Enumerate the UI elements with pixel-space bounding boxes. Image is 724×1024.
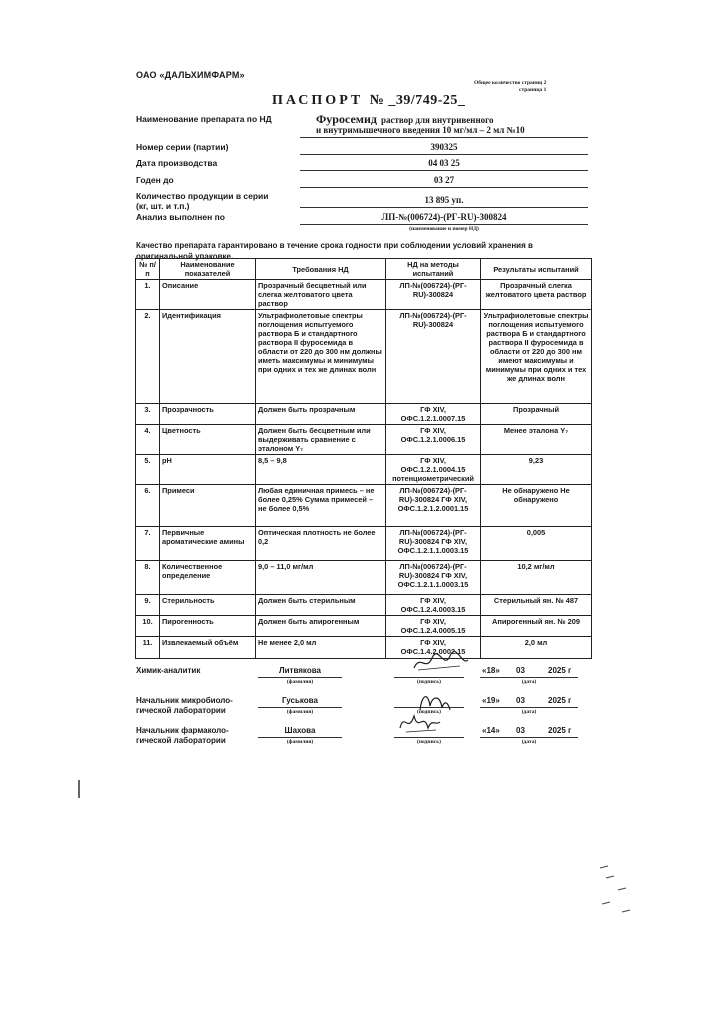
title-number: № _39/749-25_ xyxy=(369,93,466,108)
row-requirement: Оптическая плотность не более 0,2 xyxy=(256,527,386,561)
row-indicator: Описание xyxy=(160,280,256,310)
row-result: Прозрачный xyxy=(481,404,592,425)
production-value: 04 03 25 xyxy=(428,158,460,168)
row-method: ЛП-№(006724)-(РГ-RU)-300824 ГФ XIV, ОФС.1.2.1.1.0003.15 xyxy=(386,527,481,561)
header-results: Результаты испытаний xyxy=(481,259,592,280)
signature-scribble-1 xyxy=(410,650,470,675)
row-method: ЛП-№(006724)-(РГ-RU)-300824 xyxy=(386,280,481,310)
header-requirements: Требования НД xyxy=(256,259,386,280)
row-number: 1. xyxy=(136,280,160,310)
guarantee-note: Качество препарата гарантировано в течение срока годности при соблюдении условий хранения в оригинальной упаковке. xyxy=(136,241,533,261)
row-requirement: Должен быть прозрачным xyxy=(256,404,386,425)
table-row xyxy=(136,310,592,404)
row-result: 0,005 xyxy=(481,527,592,561)
title-word: ПАСПОРТ xyxy=(272,93,364,108)
row-requirement: Должен быть стерильным xyxy=(256,595,386,616)
signer-role: Начальник фармаколо- xyxy=(136,726,229,735)
row-requirement: Должен быть апирогенным xyxy=(256,616,386,637)
row-method: ЛП-№(006724)-(РГ-RU)-300824 ГФ XIV, ОФС.1.2.1.1.0003.15 xyxy=(386,561,481,595)
row-indicator: Стерильность xyxy=(160,595,256,616)
sign-year: 2025 г xyxy=(548,696,572,705)
underline xyxy=(300,170,588,171)
row-indicator: Извлекаемый объём xyxy=(160,637,256,659)
row-requirement: Должен быть бесцветным или выдерживать сравнение с эталоном Y₇ xyxy=(256,425,386,455)
row-requirement: Прозрачный бесцветный или слегка желтоватого цвета раствор xyxy=(256,280,386,310)
date-caption: (дата) xyxy=(521,709,537,715)
table-row xyxy=(136,561,592,595)
page-count xyxy=(474,80,546,94)
underline xyxy=(300,154,588,155)
row-number: 5. xyxy=(136,455,160,485)
specification-table xyxy=(135,258,592,659)
row-method: ГФ XIV, ОФС.1.2.4.0003.15 xyxy=(386,595,481,616)
drug-label: Наименование препарата по НД xyxy=(136,114,272,124)
header-number: № п/п xyxy=(136,259,160,280)
underline xyxy=(480,707,578,708)
underline xyxy=(394,677,464,678)
drug-form: раствор для внутривенного xyxy=(380,115,494,125)
header-methods: НД на методы испытаний xyxy=(386,259,481,280)
signer-surname: Гуськова xyxy=(282,696,318,705)
row-number: 11. xyxy=(136,637,160,659)
analysis-label: Анализ выполнен по xyxy=(136,212,225,222)
row-method: ЛП-№(006724)-(РГ-RU)-300824 ГФ XIV, ОФС.1.2.1.2.0001.15 xyxy=(386,485,481,527)
header-indicator: Наименование показателей xyxy=(160,259,256,280)
table-row xyxy=(136,425,592,455)
quantity-value: 13 895 уп. xyxy=(424,195,464,205)
table-row xyxy=(136,527,592,561)
signature-scribble-3 xyxy=(396,708,442,738)
drug-line2: и внутримышечного введения 10 мг/мл – 2 мл №10 xyxy=(316,125,525,135)
underline xyxy=(258,707,342,708)
row-requirement: Не менее 2,0 мл xyxy=(256,637,386,659)
underline xyxy=(300,137,588,138)
signer-surname: Шахова xyxy=(284,726,316,735)
row-method: ЛП-№(006724)-(РГ-RU)-300824 xyxy=(386,310,481,404)
row-requirement: Любая единичная примесь – не более 0,25% Сумма примесей – не более 0,5% xyxy=(256,485,386,527)
table-row xyxy=(136,280,592,310)
row-indicator: Идентификация xyxy=(160,310,256,404)
sign-month: 03 xyxy=(516,666,525,675)
row-method: ГФ XIV, ОФС.1.4.2.0002.15 xyxy=(386,637,481,659)
sign-day: «19» xyxy=(482,696,500,705)
signer-role: Химик-аналитик xyxy=(136,666,201,675)
row-number: 8. xyxy=(136,561,160,595)
row-number: 2. xyxy=(136,310,160,404)
sign-year: 2025 г xyxy=(548,666,572,675)
row-result: Апирогенный ян. № 209 xyxy=(481,616,592,637)
row-requirement: 9,0 – 11,0 мг/мл xyxy=(256,561,386,595)
row-result: Прозрачный слегка желтоватого цвета раствор xyxy=(481,280,592,310)
underline xyxy=(300,224,588,225)
table-row xyxy=(136,616,592,637)
row-number: 4. xyxy=(136,425,160,455)
row-indicator: Количественное определение xyxy=(160,561,256,595)
analysis-caption: (наименование и номер НД) xyxy=(409,226,479,232)
underline xyxy=(300,207,588,208)
table-body xyxy=(136,280,592,659)
table-row xyxy=(136,455,592,485)
row-number: 3. xyxy=(136,404,160,425)
sign-year: 2025 г xyxy=(548,726,572,735)
row-method: ГФ XIV, ОФС.1.2.1.0004.15 потенциометрический xyxy=(386,455,481,485)
expiry-value: 03 27 xyxy=(433,175,455,185)
series-label: Номер серии (партии) xyxy=(136,142,229,152)
row-result: Не обнаружено Не обнаружено xyxy=(481,485,592,527)
row-indicator: Примеси xyxy=(160,485,256,527)
signature-caption: (подпись) xyxy=(417,739,441,745)
table-row xyxy=(136,595,592,616)
date-caption: (дата) xyxy=(521,679,537,685)
production-label: Дата производства xyxy=(136,158,218,168)
signature-caption: (подпись) xyxy=(417,679,441,685)
table-header-row xyxy=(136,259,592,280)
sign-day: «18» xyxy=(482,666,500,675)
sign-month: 03 xyxy=(516,696,525,705)
table-row xyxy=(136,485,592,527)
drug-name: Фуросемид xyxy=(316,112,377,126)
underline xyxy=(258,737,342,738)
table-row xyxy=(136,404,592,425)
table-row xyxy=(136,637,592,659)
analysis-value: ЛП-№(006724)-(РГ-RU)-300824 xyxy=(381,212,507,222)
row-result: 10,2 мг/мл xyxy=(481,561,592,595)
row-result: 2,0 мл xyxy=(481,637,592,659)
row-number: 7. xyxy=(136,527,160,561)
row-result: Ультрафиолетовые спектры поглощения испытуемого раствора Б и стандартного раствора II фуросемида в области от 220 до 300 нм имеют максимумы и минимумы при одних и тех же длинах волн xyxy=(481,310,592,404)
current-page: страница 1 xyxy=(519,87,547,93)
signer-role-cont: гической лаборатории xyxy=(136,706,226,715)
row-method: ГФ XIV, ОФС.1.2.1.0007.15 xyxy=(386,404,481,425)
sign-day: «14» xyxy=(482,726,500,735)
date-caption: (дата) xyxy=(521,739,537,745)
passport-title xyxy=(272,93,465,109)
margin-scribbles xyxy=(596,860,636,920)
signer-role: Начальник микробиоло- xyxy=(136,696,233,705)
row-number: 9. xyxy=(136,595,160,616)
row-requirement: Ультрафиолетовые спектры поглощения испытуемого раствора Б и стандартного раствора II фуросемида в области от 220 до 300 нм должны иметь максимумы и минимумы при одних и тех же длинах волн xyxy=(256,310,386,404)
row-indicator: Прозрачность xyxy=(160,404,256,425)
margin-mark xyxy=(76,778,82,800)
surname-caption: (фамилия) xyxy=(286,709,314,715)
organization-name: ОАО «ДАЛЬХИМФАРМ» xyxy=(136,70,245,80)
row-method: ГФ XIV, ОФС.1.2.4.0005.15 xyxy=(386,616,481,637)
row-indicator: pH xyxy=(160,455,256,485)
signature-caption: (подпись) xyxy=(417,709,441,715)
row-requirement: 8,5 – 9,8 xyxy=(256,455,386,485)
row-indicator: Пирогенность xyxy=(160,616,256,637)
expiry-label: Годен до xyxy=(136,175,174,185)
quantity-unit-label: (кг, шт. и т.п.) xyxy=(136,201,190,211)
row-result: 9,23 xyxy=(481,455,592,485)
underline xyxy=(300,187,588,188)
quantity-label: Количество продукции в серии xyxy=(136,191,269,201)
underline xyxy=(258,677,342,678)
series-value: 390325 xyxy=(430,142,458,152)
row-method: ГФ XIV, ОФС.1.2.1.0006.15 xyxy=(386,425,481,455)
underline xyxy=(480,677,578,678)
signer-surname: Литвякова xyxy=(279,666,321,675)
row-number: 6. xyxy=(136,485,160,527)
row-indicator: Цветность xyxy=(160,425,256,455)
sign-month: 03 xyxy=(516,726,525,735)
row-result: Стерильный ян. № 487 xyxy=(481,595,592,616)
row-indicator: Первичные ароматические амины xyxy=(160,527,256,561)
underline xyxy=(480,737,578,738)
surname-caption: (фамилия) xyxy=(286,739,314,745)
surname-caption: (фамилия) xyxy=(286,679,314,685)
row-result: Менее эталона Y₇ xyxy=(481,425,592,455)
total-pages: Общее количество страниц 2 xyxy=(474,80,547,86)
signer-role-cont: гической лаборатории xyxy=(136,736,226,745)
row-number: 10. xyxy=(136,616,160,637)
